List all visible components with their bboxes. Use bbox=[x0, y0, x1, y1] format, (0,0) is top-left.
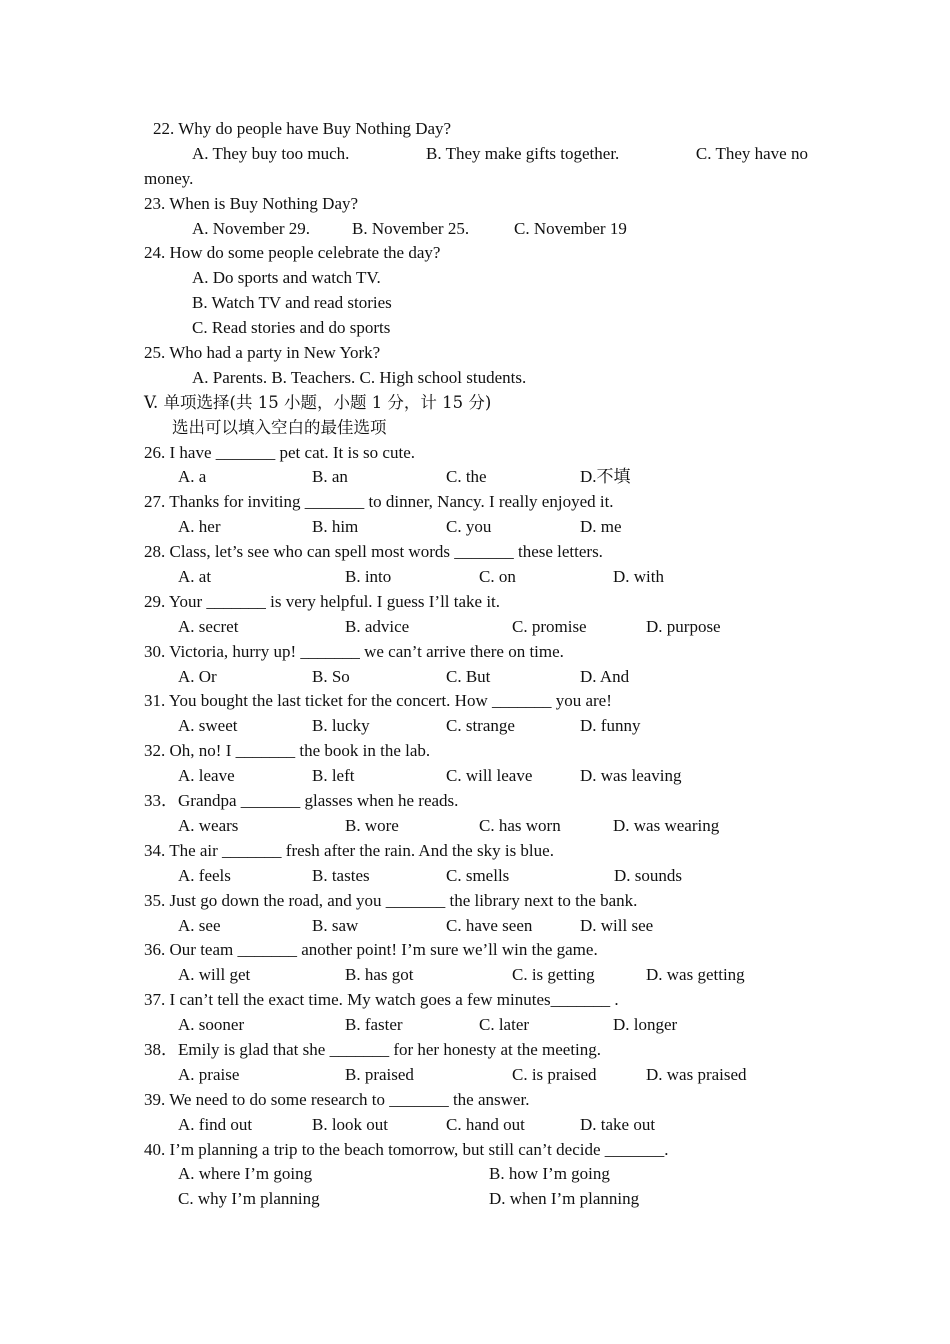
option-a: A. see bbox=[178, 915, 221, 935]
question-stem: 29. Your _______ is very helpful. I guess I’ll take it. bbox=[144, 591, 501, 611]
option-a: A. Do sports and watch TV. bbox=[192, 268, 381, 288]
option-d: D. with bbox=[613, 567, 664, 587]
question-stem: 35. Just go down the road, and you _______ the library next to the bank. bbox=[144, 890, 638, 910]
question-stem: 34. The air _______ fresh after the rain. And the sky is blue. bbox=[144, 840, 554, 860]
question-23 bbox=[144, 192, 808, 217]
option-a: A. will get bbox=[178, 965, 251, 985]
question-27 bbox=[144, 490, 808, 515]
option-a: A. at bbox=[178, 567, 212, 587]
option-c: C. is getting bbox=[512, 965, 595, 985]
question-40-options-cd bbox=[144, 1187, 808, 1212]
option-d: D. will see bbox=[580, 915, 654, 935]
question-25-options bbox=[144, 366, 808, 391]
question-stem: 40. I’m planning a trip to the beach tomorrow, but still can’t decide _______. bbox=[144, 1139, 669, 1159]
question-31 bbox=[144, 689, 808, 714]
question-stem: 31. You bought the last ticket for the concert. How _______ you are! bbox=[144, 691, 612, 711]
question-38 bbox=[144, 1038, 808, 1063]
option-c: C. They have no bbox=[695, 143, 808, 163]
question-stem: 25. Who had a party in New York? bbox=[144, 343, 381, 363]
option-a: A. a bbox=[178, 467, 207, 487]
question-stem: 26. I have _______ pet cat. It is so cute. bbox=[144, 442, 415, 462]
option-c: C. why I’m planning bbox=[178, 1189, 320, 1209]
option-b: B. They make gifts together. bbox=[426, 143, 620, 163]
option-c: C. on bbox=[479, 567, 516, 587]
question-33-options bbox=[144, 814, 808, 839]
option-b: B. tastes bbox=[312, 865, 370, 885]
option-d: D. purpose bbox=[646, 616, 721, 636]
option-c: C. strange bbox=[446, 716, 515, 736]
option-a: A. feels bbox=[178, 865, 231, 885]
exam-content bbox=[144, 117, 808, 1212]
option-b: B. wore bbox=[345, 815, 399, 835]
option-a: A. where I’m going bbox=[178, 1164, 313, 1184]
option-b: B. Watch TV and read stories bbox=[192, 293, 392, 313]
question-29-options bbox=[144, 615, 808, 640]
section-heading bbox=[144, 391, 808, 416]
question-stem: 27. Thanks for inviting _______ to dinner, Nancy. I really enjoyed it. bbox=[144, 492, 614, 512]
option-d: D. was praised bbox=[646, 1064, 747, 1084]
question-22 bbox=[144, 117, 808, 142]
question-31-options bbox=[144, 714, 808, 739]
question-36-options bbox=[144, 963, 808, 988]
question-36 bbox=[144, 938, 808, 963]
question-stem: 28. Class, let’s see who can spell most words _______ these letters. bbox=[144, 542, 603, 562]
question-stem: 39. We need to do some research to _______ the answer. bbox=[144, 1089, 530, 1109]
option-c: C. you bbox=[446, 517, 492, 537]
option-a: A. sweet bbox=[178, 716, 238, 736]
option-d: D. was getting bbox=[646, 965, 745, 985]
option-b: B. into bbox=[345, 567, 392, 587]
question-stem: 32. Oh, no! I _______ the book in the lab. bbox=[144, 741, 431, 761]
option-c: C. has worn bbox=[479, 815, 561, 835]
option-b: B. left bbox=[312, 766, 355, 786]
question-37-options bbox=[144, 1013, 808, 1038]
question-34-options bbox=[144, 864, 808, 889]
option-a: A. Or bbox=[178, 666, 217, 686]
question-stem: 38．Emily is glad that she _______ for her honesty at the meeting. bbox=[144, 1039, 602, 1059]
option-b: B. saw bbox=[312, 915, 359, 935]
question-35-options bbox=[144, 914, 808, 939]
question-23-options bbox=[144, 217, 808, 242]
option-a: A. secret bbox=[178, 616, 239, 636]
option-b: B. has got bbox=[345, 965, 414, 985]
option-d: D.不填 bbox=[580, 467, 631, 487]
option-b: B. him bbox=[312, 517, 359, 537]
question-32 bbox=[144, 739, 808, 764]
option-c: C. Read stories and do sports bbox=[192, 318, 391, 338]
question-25 bbox=[144, 341, 808, 366]
option-c: C. the bbox=[446, 467, 487, 487]
question-39 bbox=[144, 1088, 808, 1113]
section-instruction bbox=[144, 416, 808, 441]
option-d: D. when I’m planning bbox=[489, 1189, 640, 1209]
option-a: A. They buy too much. bbox=[192, 143, 350, 163]
option-d: D. me bbox=[580, 517, 622, 537]
question-24-option-c bbox=[144, 316, 808, 341]
option-c: C. is praised bbox=[512, 1064, 597, 1084]
option-d: D. sounds bbox=[614, 865, 683, 885]
option-d: D. And bbox=[580, 666, 630, 686]
question-34 bbox=[144, 839, 808, 864]
option-c: C. have seen bbox=[446, 915, 533, 935]
option-b: B. an bbox=[312, 467, 348, 487]
question-22-options bbox=[144, 142, 808, 167]
option-b: B. how I’m going bbox=[489, 1164, 610, 1184]
option-b: B. So bbox=[312, 666, 350, 686]
question-stem: 23. When is Buy Nothing Day? bbox=[144, 193, 359, 213]
question-37 bbox=[144, 988, 808, 1013]
question-22-wrap bbox=[144, 167, 808, 192]
option-d: D. take out bbox=[580, 1114, 656, 1134]
question-24-option-b bbox=[144, 291, 808, 316]
question-30-options bbox=[144, 665, 808, 690]
option-c: C. November 19 bbox=[514, 218, 627, 238]
option-b: B. lucky bbox=[312, 716, 370, 736]
question-29 bbox=[144, 590, 808, 615]
option-c-continued: money. bbox=[144, 168, 194, 188]
option-d: D. longer bbox=[613, 1015, 678, 1035]
question-35 bbox=[144, 889, 808, 914]
option-a: A. wears bbox=[178, 815, 239, 835]
question-stem: 30. Victoria, hurry up! _______ we can’t arrive there on time. bbox=[144, 641, 564, 661]
option-c: C. will leave bbox=[446, 766, 533, 786]
option-b: B. advice bbox=[345, 616, 410, 636]
options-inline: A. Parents. B. Teachers. C. High school students. bbox=[192, 367, 527, 387]
option-c: C. later bbox=[479, 1015, 530, 1035]
option-c: C. hand out bbox=[446, 1114, 525, 1134]
question-stem: 33．Grandpa _______ glasses when he reads. bbox=[144, 791, 459, 811]
section-title: V. 单项选择(共 15 小题，小题 1 分，计 15 分) bbox=[144, 392, 492, 412]
option-b: B. praised bbox=[345, 1064, 414, 1084]
option-a: A. praise bbox=[178, 1064, 240, 1084]
option-b: B. November 25. bbox=[352, 218, 470, 238]
instruction-text: 选出可以填入空白的最佳选项 bbox=[172, 417, 387, 437]
question-stem: 24. How do some people celebrate the day? bbox=[144, 243, 441, 263]
option-c: C. But bbox=[446, 666, 491, 686]
option-a: A. leave bbox=[178, 766, 235, 786]
question-39-options bbox=[144, 1113, 808, 1138]
question-26 bbox=[144, 441, 808, 466]
option-a: A. find out bbox=[178, 1114, 253, 1134]
option-d: D. funny bbox=[580, 716, 641, 736]
question-28 bbox=[144, 540, 808, 565]
question-28-options bbox=[144, 565, 808, 590]
option-b: B. look out bbox=[312, 1114, 389, 1134]
option-c: C. smells bbox=[446, 865, 510, 885]
question-26-options bbox=[144, 465, 808, 490]
question-30 bbox=[144, 640, 808, 665]
question-27-options bbox=[144, 515, 808, 540]
question-stem: 22. Why do people have Buy Nothing Day? bbox=[153, 119, 452, 138]
question-24-option-a bbox=[144, 266, 808, 291]
option-d: D. was wearing bbox=[613, 815, 720, 835]
question-40 bbox=[144, 1138, 808, 1163]
question-33 bbox=[144, 789, 808, 814]
option-a: A. sooner bbox=[178, 1015, 245, 1035]
question-stem: 36. Our team _______ another point! I’m sure we’ll win the game. bbox=[144, 940, 598, 960]
option-b: B. faster bbox=[345, 1015, 403, 1035]
option-c: C. promise bbox=[512, 616, 587, 636]
question-24 bbox=[144, 241, 808, 266]
option-a: A. her bbox=[178, 517, 221, 537]
question-38-options bbox=[144, 1063, 808, 1088]
question-stem: 37. I can’t tell the exact time. My watch goes a few minutes_______ . bbox=[144, 990, 619, 1010]
question-40-options-ab bbox=[144, 1162, 808, 1187]
question-32-options bbox=[144, 764, 808, 789]
option-d: D. was leaving bbox=[580, 766, 682, 786]
option-a: A. November 29. bbox=[192, 218, 311, 238]
